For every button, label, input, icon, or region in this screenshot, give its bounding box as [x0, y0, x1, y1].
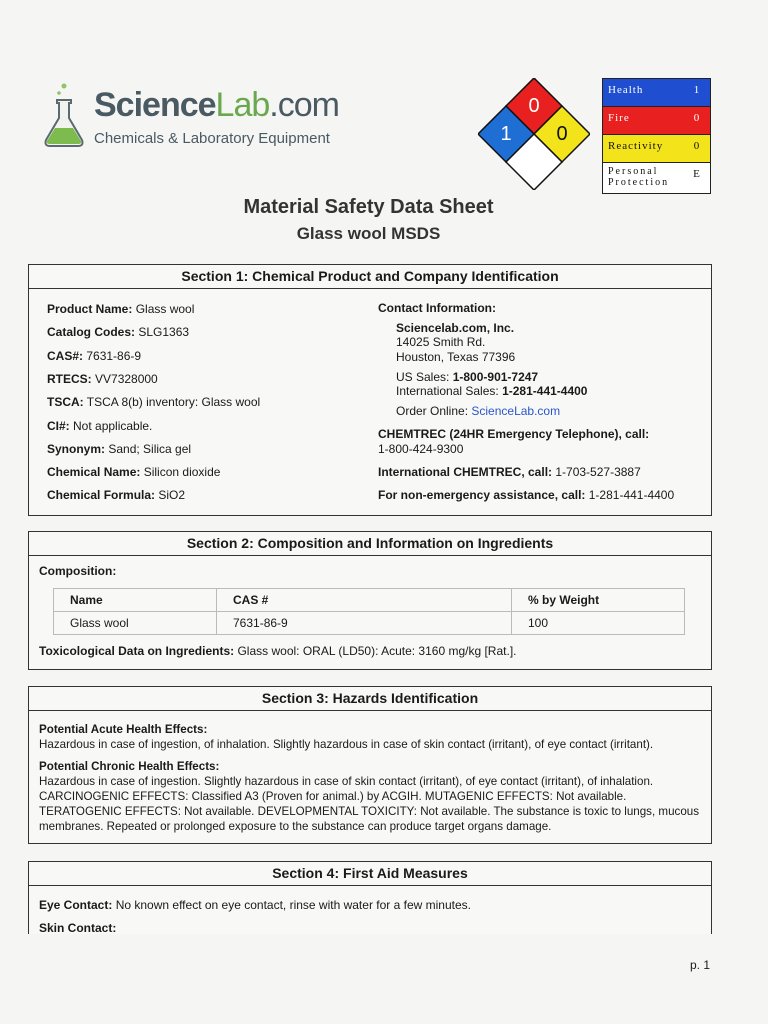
column-header: Name [54, 589, 217, 612]
hmis-value: 0 [693, 140, 701, 152]
chemtrec-label: CHEMTREC (24HR Emergency Telephone), call: [378, 427, 650, 441]
company-city: Houston, Texas 77396 [396, 350, 516, 364]
hmis-label: Personal Protection [608, 166, 670, 188]
section-heading: Section 3: Hazards Identification [29, 687, 711, 711]
nfpa-diamond [478, 78, 590, 190]
order-online: Order Online: ScienceLab.com [396, 404, 561, 418]
section-2 [28, 531, 712, 670]
chronic-label: Potential Chronic Health Effects: [39, 760, 220, 773]
column-header: CAS # [217, 589, 512, 612]
page-number: p. 1 [689, 958, 710, 972]
table-cell: Glass wool [54, 612, 217, 635]
acute-effects [39, 722, 699, 752]
brand-lab: Lab [215, 86, 270, 124]
brand-tagline: Chemicals & Laboratory Equipment [94, 130, 330, 147]
document-title: Material Safety Data Sheet [243, 196, 494, 218]
product-field: Catalog Codes: SLG1363 [47, 325, 190, 339]
product-field: CAS#: 7631-86-9 [47, 349, 142, 363]
section-heading: Section 4: First Aid Measures [29, 862, 711, 886]
skin-contact: Skin Contact: [39, 921, 117, 935]
nfpa-fire-value: 0 [528, 95, 540, 117]
section-heading: Section 2: Composition and Information on Ingredients [29, 532, 711, 556]
chronic-effects [39, 759, 699, 834]
product-field: RTECS: VV7328000 [47, 372, 158, 386]
hmis-label: Health [608, 84, 644, 96]
company-street: 14025 Smith Rd. [396, 335, 486, 349]
order-online-link[interactable]: ScienceLab.com [471, 404, 561, 418]
acute-text: Hazardous in case of ingestion, of inhalation. Slightly hazardous in case of skin contact (irritant), of eye contact (irritant). [39, 738, 654, 751]
flask-logo-icon [42, 80, 86, 150]
hmis-value: 0 [693, 112, 701, 124]
eye-contact: Eye Contact: No known effect on eye contact, rinse with water for a few minutes. [39, 898, 471, 912]
acute-label: Potential Acute Health Effects: [39, 723, 208, 736]
chronic-text: Hazardous in case of ingestion. Slightly hazardous in case of skin contact (irritant), of eye contact (irritant), of inhalation. CARCINOGENIC EFFECTS: Classified A3 (Proven for animal.) by ACGIH. MUTAGENIC EFFECTS: Not available. TERATOGENIC EFFECTS: Not available. DEVELOPMENTAL TOXICITY: Not available. The substance is toxic to lungs, mucous membranes. Repeated or prolonged exposure to the substance can produce target organs damage. [39, 775, 700, 833]
composition-label: Composition: [39, 564, 117, 578]
toxicological-data: Toxicological Data on Ingredients: Glass wool: ORAL (LD50): Acute: 3160 mg/kg [Rat.]. [39, 644, 517, 658]
brand-logo [94, 88, 339, 122]
brand-com: .com [269, 86, 339, 124]
column-header: % by Weight [512, 589, 685, 612]
document-subtitle: Glass wool MSDS [296, 224, 441, 243]
us-sales: US Sales: 1-800-901-7247 [396, 370, 539, 384]
hmis-value: 1 [693, 84, 701, 96]
product-field: CI#: Not applicable. [47, 419, 153, 433]
hmis-row-health [603, 79, 710, 107]
product-field: TSCA: TSCA 8(b) inventory: Glass wool [47, 395, 261, 409]
nfpa-reactivity-value: 0 [556, 123, 568, 145]
hmis-label: Fire [608, 112, 630, 124]
section-4 [28, 861, 712, 934]
hmis-row-personal-protection [603, 163, 710, 193]
section-3 [28, 686, 712, 844]
nfpa-health-value: 1 [500, 123, 512, 145]
brand-science: Science [94, 86, 216, 124]
product-field: Chemical Formula: SiO2 [47, 488, 186, 502]
international-sales: International Sales: 1-281-441-4400 [396, 384, 588, 398]
hmis-table [602, 78, 711, 194]
table-row [54, 612, 685, 635]
contact-heading: Contact Information: [378, 301, 496, 315]
product-field: Synonym: Sand; Silica gel [47, 442, 192, 456]
hmis-row-fire [603, 107, 710, 135]
hmis-value: E [693, 168, 701, 180]
chemtrec-phone: 1-800-424-9300 [378, 442, 464, 456]
table-cell: 7631-86-9 [217, 612, 512, 635]
intl-chemtrec: International CHEMTREC, call: 1-703-527-3887 [378, 465, 641, 479]
company-name: Sciencelab.com, Inc. [396, 321, 515, 335]
hmis-row-reactivity [603, 135, 710, 163]
table-header-row [54, 589, 685, 612]
non-emergency: For non-emergency assistance, call: 1-281-441-4400 [378, 488, 675, 502]
table-cell: 100 [512, 612, 685, 635]
composition-table [53, 588, 685, 635]
product-field: Chemical Name: Silicon dioxide [47, 465, 221, 479]
section-heading: Section 1: Chemical Product and Company Identification [29, 265, 711, 289]
hmis-label: Reactivity [608, 140, 664, 152]
section-1 [28, 264, 712, 516]
product-field: Product Name: Glass wool [47, 302, 195, 316]
